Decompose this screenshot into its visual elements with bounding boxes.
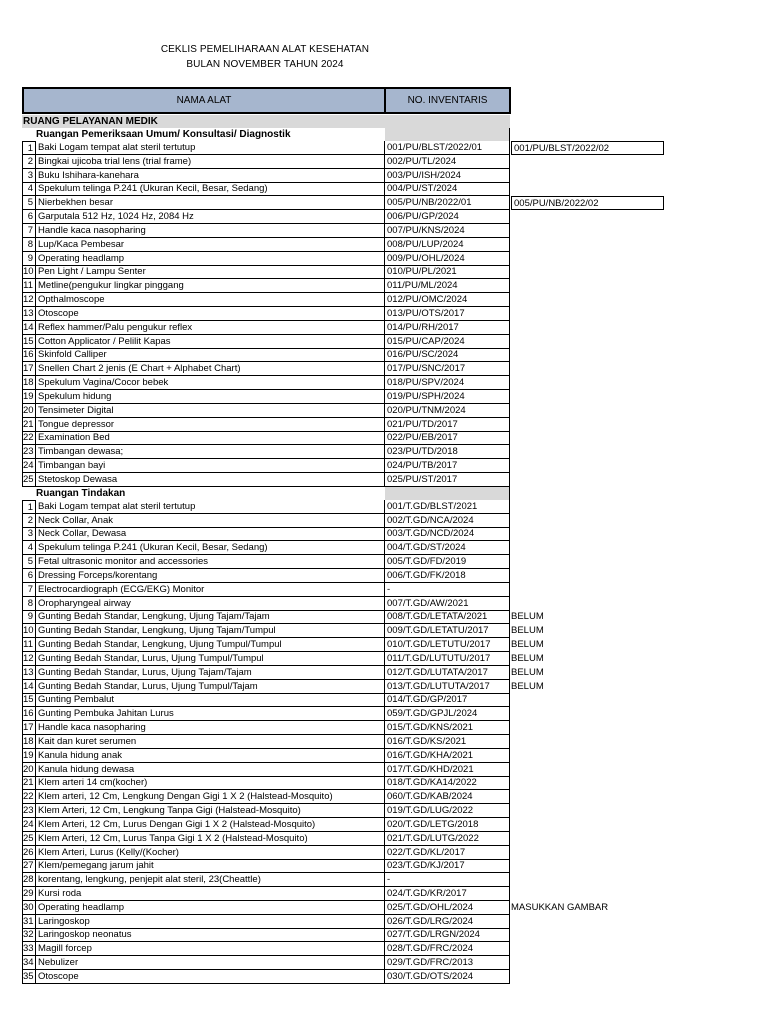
equipment-name: Dressing Forceps/korentang: [36, 569, 385, 583]
equipment-name: Nierbekhen besar: [36, 196, 385, 210]
equipment-name: Spekulum telinga P.241 (Ukuran Kecil, Besar, Sedang): [36, 182, 385, 196]
inventory-number: 011/T.GD/LUTUTU/2017: [385, 652, 510, 666]
inventory-number: 025/PU/ST/2017: [385, 473, 510, 487]
status-note: BELUM: [511, 667, 544, 678]
inventory-number: 005/T.GD/FD/2019: [385, 555, 510, 569]
section-title: Ruangan Tindakan: [36, 487, 126, 499]
equipment-name: Otoscope: [36, 970, 385, 984]
column-header-inventory: NO. INVENTARIS: [384, 87, 511, 114]
inventory-number: 003/PU/ISH/2024: [385, 169, 510, 183]
row-number: 1: [22, 141, 36, 155]
inventory-number: 007/T.GD/AW/2021: [385, 597, 510, 611]
equipment-name: Gunting Bedah Standar, Lurus, Ujung Tajam/Tajam: [36, 666, 385, 680]
equipment-name: Spekulum hidung: [36, 390, 385, 404]
equipment-name: Kanula hidung dewasa: [36, 763, 385, 777]
equipment-name: Fetal ultrasonic monitor and accessories: [36, 555, 385, 569]
equipment-name: Garputala 512 Hz, 1024 Hz, 2084 Hz: [36, 210, 385, 224]
row-number: 6: [22, 210, 36, 224]
row-number: 27: [22, 859, 36, 873]
inventory-number: 006/T.GD/FK/2018: [385, 569, 510, 583]
row-number: 16: [22, 707, 36, 721]
section-title-fill: [385, 128, 510, 141]
row-number: 26: [22, 846, 36, 860]
inventory-number: 008/T.GD/LETATA/2021: [385, 610, 510, 624]
equipment-name: Tensimeter Digital: [36, 404, 385, 418]
equipment-name: Klem arteri 14 cm(kocher): [36, 776, 385, 790]
row-number: 19: [22, 749, 36, 763]
row-number: 18: [22, 376, 36, 390]
equipment-name: Gunting Pembuka Jahitan Lurus: [36, 707, 385, 721]
row-number: 24: [22, 818, 36, 832]
equipment-name: Handle kaca nasopharing: [36, 721, 385, 735]
row-number: 4: [22, 541, 36, 555]
inventory-number-extra: 001/PU/BLST/2022/02: [511, 141, 664, 155]
status-note: BELUM: [511, 639, 544, 650]
equipment-name: Lup/Kaca Pembesar: [36, 238, 385, 252]
inventory-number: 011/PU/ML/2024: [385, 279, 510, 293]
equipment-name: Kanula hidung anak: [36, 749, 385, 763]
equipment-name: Operating headlamp: [36, 901, 385, 915]
row-number: 19: [22, 390, 36, 404]
equipment-name: Baki Logam tempat alat steril tertutup: [36, 141, 385, 155]
equipment-name: Neck Collar, Dewasa: [36, 527, 385, 541]
inventory-number: 016/PU/SC/2024: [385, 348, 510, 362]
row-number: 12: [22, 652, 36, 666]
inventory-number: 010/T.GD/LETUTU/2017: [385, 638, 510, 652]
equipment-name: Neck Collar, Anak: [36, 514, 385, 528]
equipment-name: Magill forcep: [36, 942, 385, 956]
inventory-number: 009/PU/OHL/2024: [385, 252, 510, 266]
equipment-name: Cotton Applicator / Pelilit Kapas: [36, 335, 385, 349]
equipment-name: Klem Arteri, Lurus (Kelly/(Kocher): [36, 846, 385, 860]
row-number: 34: [22, 956, 36, 970]
inventory-number: 021/PU/TD/2017: [385, 418, 510, 432]
equipment-name: Timbangan dewasa;: [36, 445, 385, 459]
row-number: 8: [22, 597, 36, 611]
row-number: 13: [22, 307, 36, 321]
inventory-number: 009/T.GD/LETATU/2017: [385, 624, 510, 638]
equipment-name: Nebulizer: [36, 956, 385, 970]
inventory-number: 029/T.GD/FRC/2013: [385, 956, 510, 970]
inventory-number: 018/T.GD/KA14/2022: [385, 776, 510, 790]
row-number: 20: [22, 763, 36, 777]
inventory-number: 024/T.GD/KR/2017: [385, 887, 510, 901]
row-number: 23: [22, 804, 36, 818]
inventory-number: 059/T.GD/GPJL/2024: [385, 707, 510, 721]
equipment-name: Operating headlamp: [36, 252, 385, 266]
inventory-number: 012/T.GD/LUTATA/2017: [385, 666, 510, 680]
row-number: 12: [22, 293, 36, 307]
inventory-number: 016/T.GD/KS/2021: [385, 735, 510, 749]
equipment-name: Klem arteri, 12 Cm, Lengkung Dengan Gigi 1 X 2 (Halstead-Mosquito): [36, 790, 385, 804]
equipment-name: Gunting Bedah Standar, Lurus, Ujung Tumpul/Tumpul: [36, 652, 385, 666]
equipment-name: Electrocardiograph (ECG/EKG) Monitor: [36, 583, 385, 597]
equipment-name: Kait dan kuret serumen: [36, 735, 385, 749]
inventory-number: 005/PU/NB/2022/01: [385, 196, 510, 210]
equipment-name: Gunting Bedah Standar, Lengkung, Ujung Tumpul/Tumpul: [36, 638, 385, 652]
row-number: 3: [22, 527, 36, 541]
row-number: 5: [22, 555, 36, 569]
inventory-number: 023/PU/TD/2018: [385, 445, 510, 459]
equipment-name: Otoscope: [36, 307, 385, 321]
equipment-name: Laringoskop neonatus: [36, 928, 385, 942]
row-number: 30: [22, 901, 36, 915]
status-note: MASUKKAN GAMBAR: [511, 902, 609, 913]
equipment-name: korentang, lengkung, penjepit alat steril, 23(Cheattle): [36, 873, 385, 887]
inventory-number: 014/T.GD/GP/2017: [385, 693, 510, 707]
inventory-number: 030/T.GD/OTS/2024: [385, 970, 510, 984]
row-number: 21: [22, 418, 36, 432]
equipment-name: Gunting Bedah Standar, Lurus, Ujung Tumpul/Tajam: [36, 680, 385, 694]
row-number: 2: [22, 514, 36, 528]
inventory-number: -: [385, 583, 510, 597]
main-section-label: RUANG PELAYANAN MEDIK: [22, 115, 510, 128]
equipment-name: Metline(pengukur lingkar pinggang: [36, 279, 385, 293]
equipment-name: Klem/pemegang jarum jahit: [36, 859, 385, 873]
row-number: 23: [22, 445, 36, 459]
inventory-number: 006/PU/GP/2024: [385, 210, 510, 224]
row-number: 15: [22, 335, 36, 349]
row-number: 33: [22, 942, 36, 956]
row-number: 10: [22, 265, 36, 279]
inventory-number: 002/PU/TL/2024: [385, 155, 510, 169]
inventory-number: 007/PU/KNS/2024: [385, 224, 510, 238]
row-number: 21: [22, 776, 36, 790]
equipment-name: Reflex hammer/Palu pengukur reflex: [36, 321, 385, 335]
column-header-name: NAMA ALAT: [22, 87, 386, 114]
equipment-name: Spekulum telinga P.241 (Ukuran Kecil, Besar, Sedang): [36, 541, 385, 555]
row-number: 9: [22, 610, 36, 624]
row-number: 2: [22, 155, 36, 169]
equipment-name: Klem Arteri, 12 Cm, Lengkung Tanpa Gigi (Halstead-Mosquito): [36, 804, 385, 818]
inventory-number: 025/T.GD/OHL/2024: [385, 901, 510, 915]
row-number: 25: [22, 832, 36, 846]
row-number: 29: [22, 887, 36, 901]
row-number: 9: [22, 252, 36, 266]
equipment-name: Laringoskop: [36, 915, 385, 929]
row-number: 15: [22, 693, 36, 707]
inventory-number: 060/T.GD/KAB/2024: [385, 790, 510, 804]
equipment-name: Tongue depressor: [36, 418, 385, 432]
equipment-name: Klem Arteri, 12 Cm, Lurus Dengan Gigi 1 X 2 (Halstead-Mosquito): [36, 818, 385, 832]
status-note: BELUM: [511, 681, 544, 692]
inventory-number: 019/T.GD/LUG/2022: [385, 804, 510, 818]
row-number: 14: [22, 321, 36, 335]
row-number: 13: [22, 666, 36, 680]
inventory-number: 015/T.GD/KNS/2021: [385, 721, 510, 735]
status-note: BELUM: [511, 653, 544, 664]
row-number: 32: [22, 928, 36, 942]
inventory-number: 027/T.GD/LRGN/2024: [385, 928, 510, 942]
inventory-number: 017/T.GD/KHD/2021: [385, 763, 510, 777]
row-number: 8: [22, 238, 36, 252]
inventory-number: 008/PU/LUP/2024: [385, 238, 510, 252]
inventory-number: 013/T.GD/LUTUTA/2017: [385, 680, 510, 694]
equipment-name: Opthalmoscope: [36, 293, 385, 307]
section-title-fill: [385, 487, 510, 500]
equipment-name: Pen Light / Lampu Senter: [36, 265, 385, 279]
equipment-name: Stetoskop Dewasa: [36, 473, 385, 487]
equipment-name: Oropharyngeal airway: [36, 597, 385, 611]
document-subtitle: BULAN NOVEMBER TAHUN 2024: [186, 59, 344, 70]
row-number: 1: [22, 500, 36, 514]
inventory-number: 015/PU/CAP/2024: [385, 335, 510, 349]
inventory-number: 022/PU/EB/2017: [385, 431, 510, 445]
row-number: 7: [22, 583, 36, 597]
equipment-name: Spekulum Vagina/Cocor bebek: [36, 376, 385, 390]
row-number: 31: [22, 915, 36, 929]
row-number: 17: [22, 721, 36, 735]
inventory-number: 026/T.GD/LRG/2024: [385, 915, 510, 929]
equipment-name: Examination Bed: [36, 431, 385, 445]
row-number: 18: [22, 735, 36, 749]
inventory-number: 021/T.GD/LUTG/2022: [385, 832, 510, 846]
inventory-number: 014/PU/RH/2017: [385, 321, 510, 335]
inventory-number: 018/PU/SPV/2024: [385, 376, 510, 390]
inventory-number: 010/PU/PL/2021: [385, 265, 510, 279]
section-title: Ruangan Pemeriksaan Umum/ Konsultasi/ Diagnostik: [36, 129, 291, 140]
inventory-number: 016/T.GD/KHA/2021: [385, 749, 510, 763]
equipment-name: Skinfold Calliper: [36, 348, 385, 362]
row-number: 6: [22, 569, 36, 583]
inventory-number: 001/PU/BLST/2022/01: [385, 141, 510, 155]
equipment-name: Bingkai ujicoba trial lens (trial frame): [36, 155, 385, 169]
row-number: 22: [22, 790, 36, 804]
equipment-name: Klem Arteri, 12 Cm, Lurus Tanpa Gigi 1 X 2 (Halstead-Mosquito): [36, 832, 385, 846]
row-number: 28: [22, 873, 36, 887]
inventory-number: 020/T.GD/LETG/2018: [385, 818, 510, 832]
status-note: BELUM: [511, 625, 544, 636]
inventory-number: 002/T.GD/NCA/2024: [385, 514, 510, 528]
row-number: 10: [22, 624, 36, 638]
inventory-number: 001/T.GD/BLST/2021: [385, 500, 510, 514]
equipment-name: Timbangan bayi: [36, 459, 385, 473]
row-number: 24: [22, 459, 36, 473]
equipment-name: Handle kaca nasopharing: [36, 224, 385, 238]
row-number: 5: [22, 196, 36, 210]
equipment-name: Gunting Bedah Standar, Lengkung, Ujung Tajam/Tumpul: [36, 624, 385, 638]
inventory-number: 024/PU/TB/2017: [385, 459, 510, 473]
row-number: 14: [22, 680, 36, 694]
inventory-number: 028/T.GD/FRC/2024: [385, 942, 510, 956]
row-number: 35: [22, 970, 36, 984]
equipment-name: Gunting Pembalut: [36, 693, 385, 707]
row-number: 20: [22, 404, 36, 418]
document-title: CEKLIS PEMELIHARAAN ALAT KESEHATAN: [160, 44, 370, 55]
row-number: 16: [22, 348, 36, 362]
inventory-number: 020/PU/TNM/2024: [385, 404, 510, 418]
row-number: 11: [22, 279, 36, 293]
equipment-name: Kursi roda: [36, 887, 385, 901]
inventory-number: 012/PU/OMC/2024: [385, 293, 510, 307]
row-number: 4: [22, 182, 36, 196]
row-number: 22: [22, 431, 36, 445]
equipment-name: Baki Logam tempat alat steril tertutup: [36, 500, 385, 514]
equipment-name: Buku Ishihara-kanehara: [36, 169, 385, 183]
inventory-number: 004/PU/ST/2024: [385, 182, 510, 196]
equipment-name: Gunting Bedah Standar, Lengkung, Ujung Tajam/Tajam: [36, 610, 385, 624]
row-number: 3: [22, 169, 36, 183]
row-number: 7: [22, 224, 36, 238]
equipment-name: Snellen Chart 2 jenis (E Chart + Alphabet Chart): [36, 362, 385, 376]
inventory-number: -: [385, 873, 510, 887]
row-number: 17: [22, 362, 36, 376]
inventory-number: 019/PU/SPH/2024: [385, 390, 510, 404]
inventory-number: 023/T.GD/KJ/2017: [385, 859, 510, 873]
inventory-number: 017/PU/SNC/2017: [385, 362, 510, 376]
inventory-number: 004/T.GD/ST/2024: [385, 541, 510, 555]
row-number: 25: [22, 473, 36, 487]
inventory-number: 013/PU/OTS/2017: [385, 307, 510, 321]
status-note: BELUM: [511, 611, 544, 622]
inventory-number: 022/T.GD/KL/2017: [385, 846, 510, 860]
inventory-number: 003/T.GD/NCD/2024: [385, 527, 510, 541]
inventory-number-extra: 005/PU/NB/2022/02: [511, 196, 664, 210]
row-number: 11: [22, 638, 36, 652]
